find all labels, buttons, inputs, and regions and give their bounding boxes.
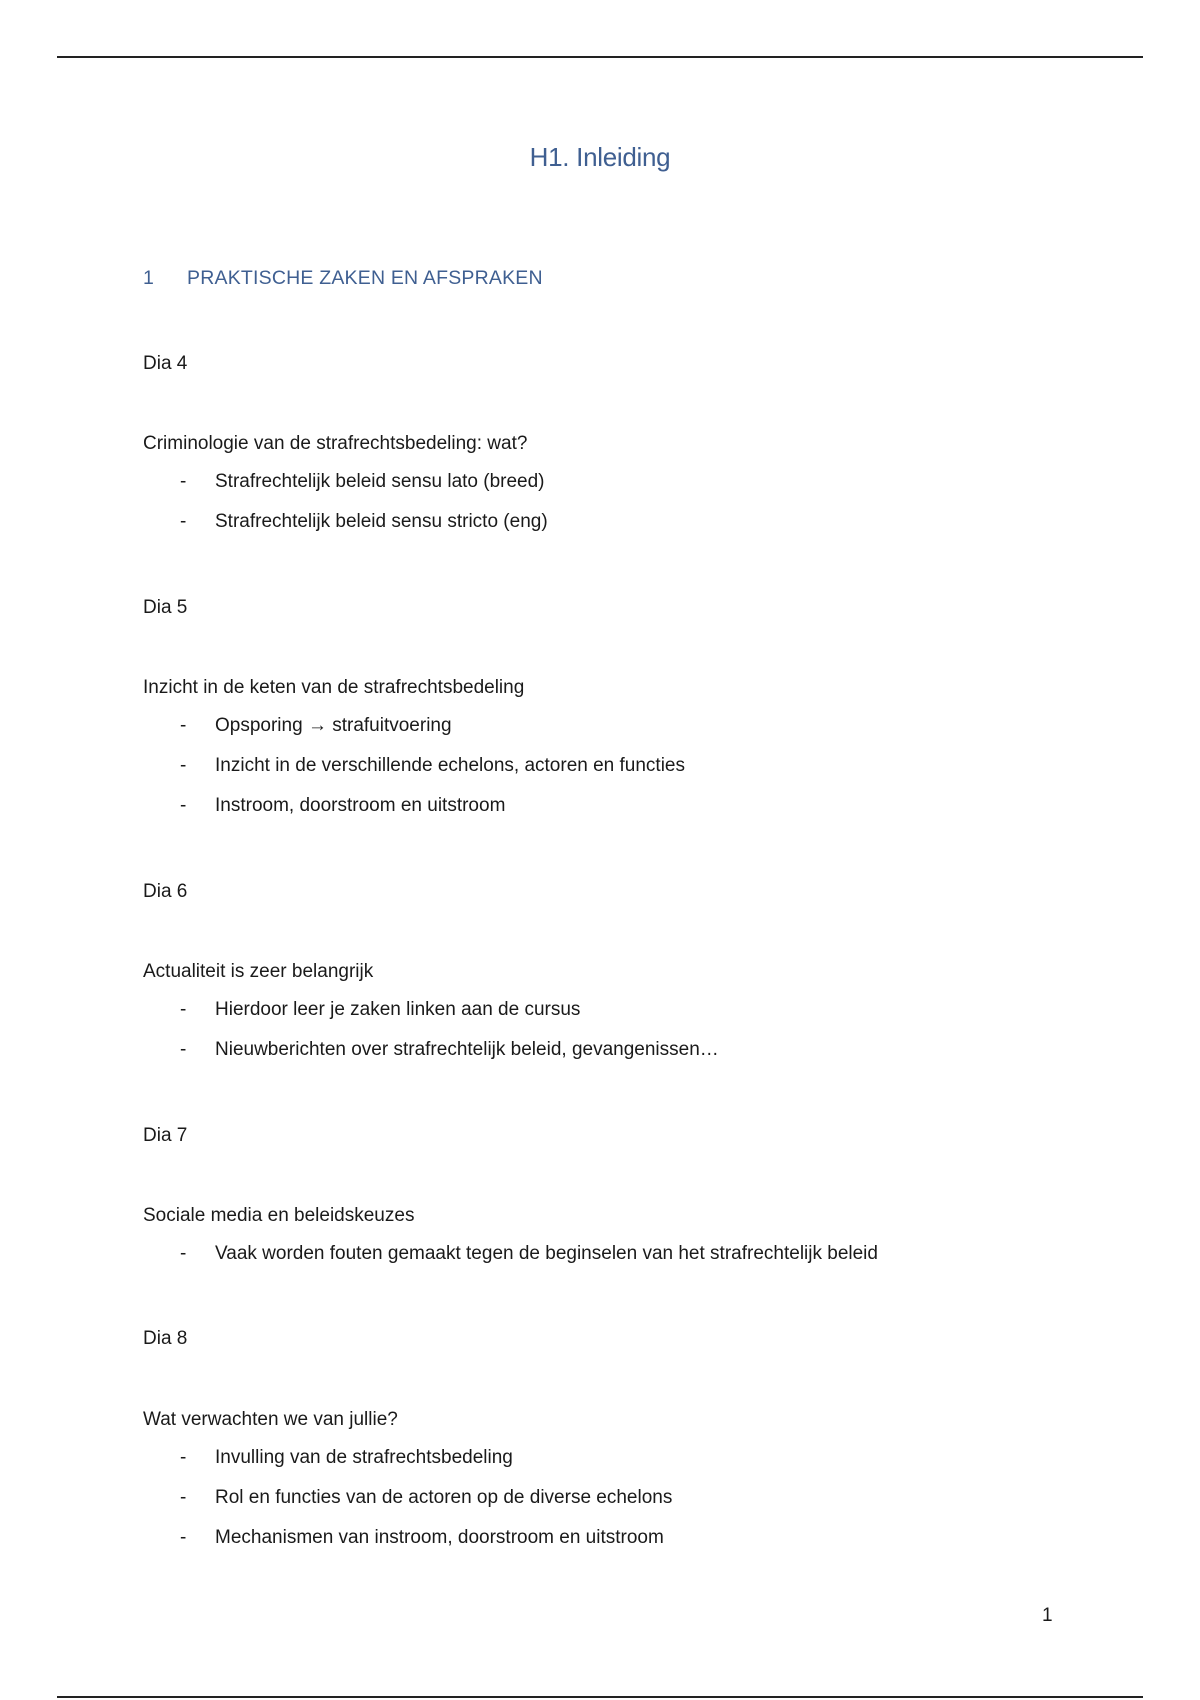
list-item — [143, 1486, 672, 1526]
bullet-text: Instroom, doorstroom en uitstroom — [215, 795, 506, 816]
list-item — [143, 754, 685, 794]
bullet-text: Hierdoor leer je zaken linken aan de cursus — [215, 999, 581, 1020]
slide-topic: Actualiteit is zeer belangrijk — [143, 961, 374, 982]
bullet-marker: - — [180, 795, 187, 816]
bullet-marker: - — [180, 1039, 187, 1060]
bullet-marker: - — [180, 1527, 187, 1548]
bullet-marker: - — [180, 755, 187, 776]
slide-topic: Criminologie van de strafrechtsbedeling: wat? — [143, 433, 528, 454]
footer-rule — [57, 1696, 1143, 1698]
slide-label: Dia 6 — [143, 881, 188, 902]
bullet-marker: - — [180, 1487, 187, 1508]
section-label: PRAKTISCHE ZAKEN EN AFSPRAKEN — [187, 267, 543, 289]
slide-section-dia-8 — [143, 1408, 672, 1566]
slide-label: Dia 8 — [143, 1328, 188, 1349]
slide-topic: Wat verwachten we van jullie? — [143, 1409, 398, 1430]
list-item — [143, 1446, 672, 1486]
slide-topic: Inzicht in de keten van de strafrechtsbedeling — [143, 677, 525, 698]
bullet-marker: - — [180, 471, 187, 492]
bullet-marker: - — [180, 1447, 187, 1468]
section-heading — [143, 267, 543, 290]
slide-label: Dia 7 — [143, 1125, 188, 1146]
bullet-text: Strafrechtelijk beleid sensu stricto (eng) — [215, 511, 548, 532]
bullet-text: Mechanismen van instroom, doorstroom en uitstroom — [215, 1527, 664, 1548]
list-item — [143, 1526, 672, 1566]
section-number: 1 — [143, 267, 155, 289]
bullet-text: Rol en functies van de actoren op de diverse echelons — [215, 1487, 673, 1508]
slide-section-dia-4 — [143, 432, 548, 550]
list-item — [143, 714, 685, 754]
bullet-text: Inzicht in de verschillende echelons, actoren en functies — [215, 755, 685, 776]
bullet-text: Opsporing → strafuitvoering — [215, 715, 452, 736]
slide-section-dia-7 — [143, 1204, 878, 1282]
bullet-text: Invulling van de strafrechtsbedeling — [215, 1447, 513, 1468]
list-item — [143, 1038, 719, 1078]
list-item — [143, 1242, 878, 1282]
slide-label: Dia 4 — [143, 353, 188, 374]
bullet-list — [143, 1446, 672, 1566]
bullet-text: Vaak worden fouten gemaakt tegen de beginselen van het strafrechtelijk beleid — [215, 1243, 878, 1264]
header-rule — [57, 56, 1143, 58]
slide-label: Dia 5 — [143, 597, 188, 618]
bullet-marker: - — [180, 999, 187, 1020]
bullet-marker: - — [180, 1243, 187, 1264]
document-title: H1. Inleiding — [529, 142, 671, 172]
list-item — [143, 794, 685, 834]
bullet-list — [143, 1242, 878, 1282]
slide-topic: Sociale media en beleidskeuzes — [143, 1205, 415, 1226]
bullet-list — [143, 470, 548, 550]
list-item — [143, 510, 548, 550]
bullet-list — [143, 714, 685, 834]
bullet-text: Nieuwberichten over strafrechtelijk beleid, gevangenissen… — [215, 1039, 719, 1060]
page-number: 1 — [1042, 1605, 1053, 1626]
list-item — [143, 470, 548, 510]
bullet-text: Strafrechtelijk beleid sensu lato (breed) — [215, 471, 545, 492]
bullet-marker: - — [180, 715, 187, 736]
slide-section-dia-5 — [143, 676, 685, 834]
bullet-marker: - — [180, 511, 187, 532]
bullet-list — [143, 998, 719, 1078]
list-item — [143, 998, 719, 1038]
slide-section-dia-6 — [143, 960, 719, 1078]
